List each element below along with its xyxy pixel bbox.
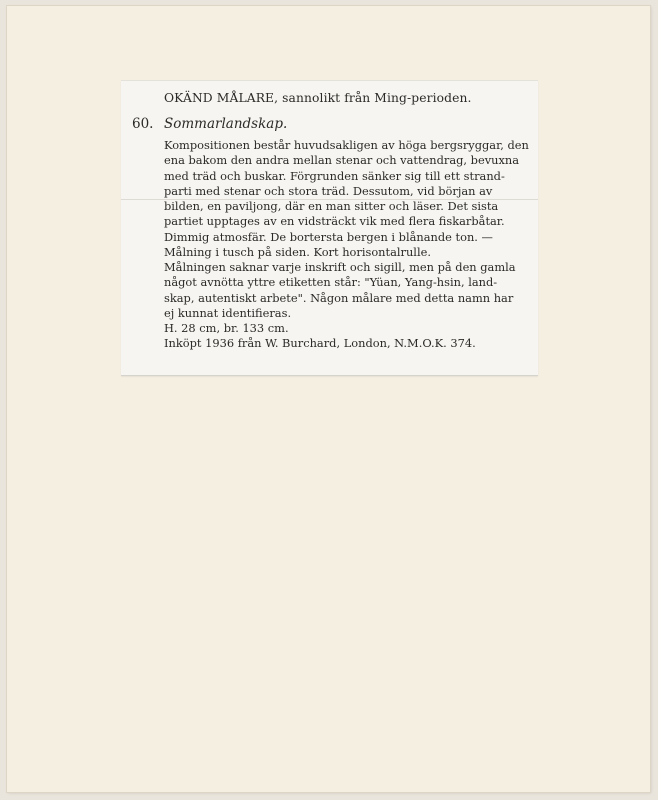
description-line: Målning i tusch på siden. Kort horisontalrulle. [164, 244, 431, 259]
entry-number: 60. [132, 116, 154, 132]
description-line: ena bakom den andra mellan stenar och vattendrag, bevuxna [164, 153, 520, 168]
description-line: ej kunnat identifieras. [164, 305, 292, 320]
description-line: något avnötta yttre etiketten står: "Yüan, Yang-hsin, land- [164, 275, 498, 290]
provenance-line: Inköpt 1936 från W. Burchard, London, N.M.O.K. 374. [164, 336, 476, 351]
entry-title: Sommarlandskap. [164, 116, 288, 132]
dimensions-line: H. 28 cm, br. 133 cm. [164, 321, 289, 335]
description-line: Målningen saknar varje inskrift och sigill, men på den gamla [164, 260, 516, 274]
description-line: skap, autentiskt arbete". Någon målare med detta namn har [164, 290, 514, 305]
description-line: med träd och buskar. Förgrunden sänker sig till ett strand- [164, 168, 505, 183]
description-line: bilden, en paviljong, där en man sitter och läser. Det sista [164, 199, 499, 213]
description-line: partiet upptages av en vidsträckt vik med flera fiskarbåtar. [164, 214, 505, 229]
entry-description [164, 138, 529, 352]
description-line: Dimmig atmosfär. De bortersta bergen i blånande ton. — [164, 229, 493, 244]
description-line: Kompositionen består huvudsakligen av höga bergsryggar, den [164, 138, 529, 152]
artist-heading: OKÄND MÅLARE, sannolikt från Ming-perioden. [164, 91, 472, 105]
description-line: parti med stenar och stora träd. Dessutom, vid början av [164, 183, 493, 198]
